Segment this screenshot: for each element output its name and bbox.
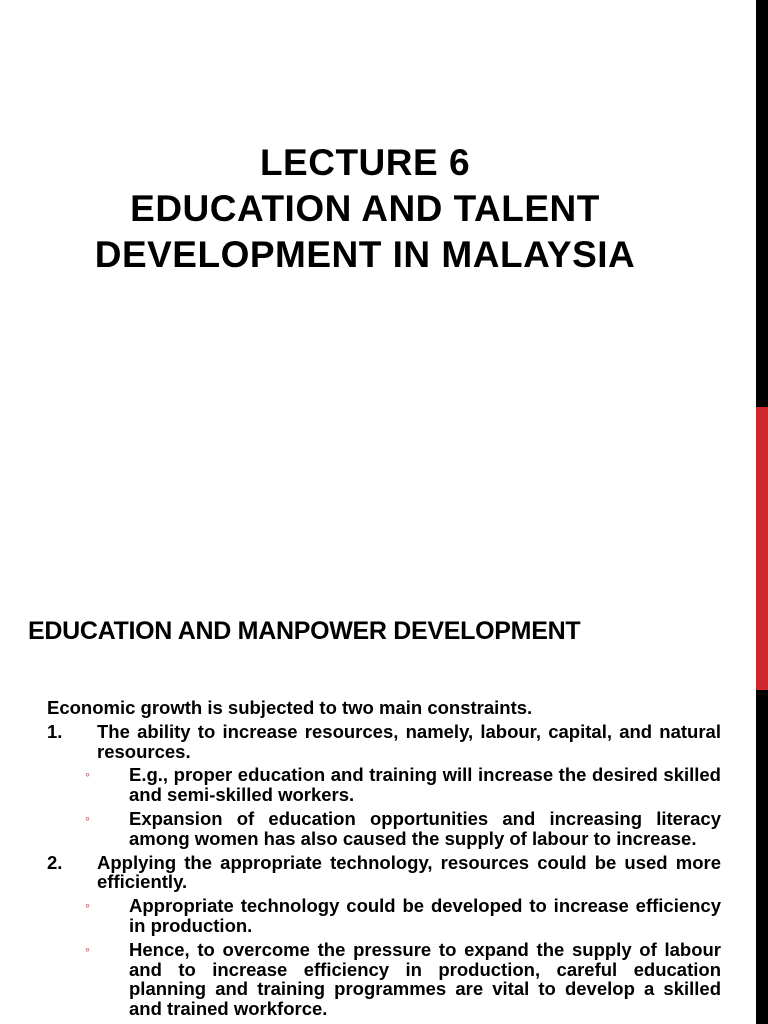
bullet-text: Hence, to overcome the pressure to expand the supply of labour and to increase efficiency in production, careful education planning and training programmes are vital to develop a skilled and trained workforce.: [129, 938, 721, 1020]
sub-bullet: [85, 895, 721, 936]
title-line-3: DEVELOPMENT IN MALAYSIA: [94, 234, 636, 275]
item-number: 2.: [47, 851, 63, 873]
section-heading: EDUCATION AND MANPOWER DEVELOPMENT: [28, 617, 581, 645]
sub-bullet: [85, 938, 721, 1020]
numbered-item-1: [47, 722, 721, 849]
sub-bullet: [85, 807, 721, 849]
sidebar-dark-top: [756, 0, 768, 407]
sidebar-dark-bottom: [756, 690, 768, 1024]
intro-text: Economic growth is subjected to two main constraints.: [47, 697, 533, 718]
bullet-circle-icon: ◦: [85, 766, 90, 783]
bullet-text: Appropriate technology could be developed to increase efficiency in production.: [129, 895, 721, 936]
title-line-1: LECTURE 6: [259, 142, 471, 183]
numbered-item-2: [47, 853, 721, 1019]
item-text: Applying the appropriate technology, resources could be used more efficiently.: [97, 851, 721, 893]
sub-bullet: [85, 764, 721, 806]
bullet-circle-icon: ◦: [85, 940, 90, 957]
bullet-circle-icon: ◦: [85, 897, 90, 914]
slide-body: [47, 698, 721, 1023]
bullet-text: Expansion of education opportunities and increasing literacy among women has also caused the supply of labour to increase.: [129, 807, 721, 849]
slide-title: [0, 140, 730, 278]
sidebar-accent-bar: [756, 407, 768, 690]
bullet-circle-icon: ◦: [85, 809, 90, 826]
item-text: The ability to increase resources, namely, labour, capital, and natural resources.: [97, 720, 721, 762]
bullet-text: E.g., proper education and training will increase the desired skilled and semi-skilled workers.: [129, 764, 721, 806]
item-number: 1.: [47, 720, 63, 742]
title-line-2: EDUCATION AND TALENT: [130, 188, 600, 229]
